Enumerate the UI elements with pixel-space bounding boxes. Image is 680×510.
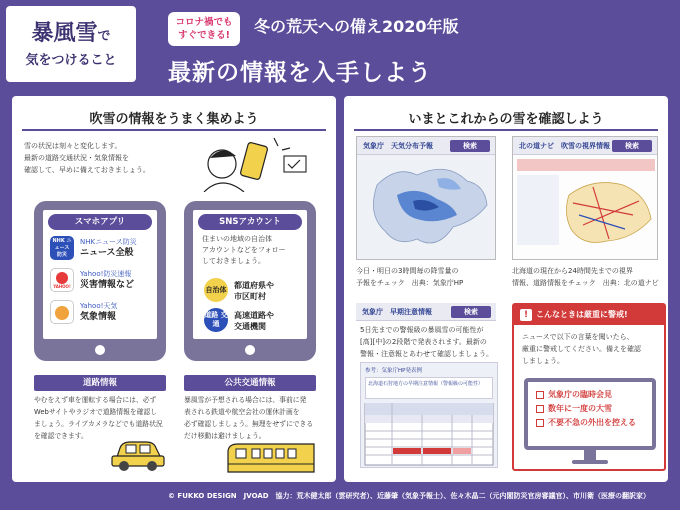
early-warning-text: 5日先までの警報級の暴風雪の可能性が [高][中]の2段階で発表されます。最新の 警報・注意報とあわせて確認しましょう。	[360, 326, 493, 358]
check-item-heavy-snow: 数年に一度の大雪	[536, 402, 644, 416]
snow-forecast-title: 気象庁 天気分布予報	[363, 142, 433, 150]
apps-pill: スマホアプリ	[48, 214, 152, 230]
road-navi-title: 北の道ナビ 吹雪の視界情報	[519, 142, 610, 150]
check-item-press-conference: 気象庁の臨時会見	[536, 388, 644, 402]
sns-pill: SNSアカウント	[198, 214, 302, 230]
tablet-home-button	[95, 345, 105, 355]
snow-forecast-screenshot	[356, 136, 496, 260]
train-illustration	[226, 440, 316, 476]
snow-forecast-search-button[interactable]: 検索	[450, 140, 490, 152]
road-traffic-circle: 道路 交通	[204, 308, 228, 332]
municipality-circle: 自治体	[204, 278, 228, 302]
page-headline: 最新の情報を入手しよう	[168, 60, 432, 86]
left-heading: 吹雪の情報をうまく集めよう	[89, 112, 259, 127]
title-sub: 気をつけること	[25, 53, 117, 68]
snow-forecast-map	[357, 155, 496, 260]
early-warning-example	[360, 362, 498, 468]
transit-info-header: 公共交通情報	[184, 375, 316, 391]
left-intro: 雪の状況は刻々と変化します。 最新の道路交通状況・気象情報を 確認して、早めに備えておきましょう。	[24, 142, 150, 174]
app-item-yahoo-weather[interactable]: Yahoo!天気 気象情報	[80, 302, 118, 322]
credits-footer: © FUKKO DESIGN JVOAD 協力：荒木健太郎（雲研究者）、近藤肇（気象予報士）、佐々木晶二（元内閣防災官房審議官）、市川衛（医療の翻訳家）	[168, 492, 651, 500]
left-panel	[12, 96, 336, 482]
transit-info-text: 暴風雪が予想される場合には、事前に発 表される鉄道や航空会社の運休計画を 必ず確認しましょう。無理をせずにできる だけ移動は避けましょう。	[184, 396, 314, 440]
sns-text: 住まいの地域の自治体 アカウントなどをフォロー しておきましょう。	[202, 235, 286, 265]
left-divider	[22, 129, 326, 131]
road-info-text: やむをえず車を運転する場合には、必ず Webサイトやラジオで道路情報を確認し ましょう。ライブカメラなどでも道路状況 を確認できます。	[34, 396, 163, 440]
warning-text: ニュースで以下の言葉を聞いたら、 厳重に警戒してください。備えを確認 しましょう。	[522, 333, 641, 365]
alert-icon: !	[520, 309, 532, 321]
app-item-yahoo-bousai[interactable]: Yahoo!防災速報 災害情報など	[80, 270, 135, 290]
nhk-app-icon[interactable]: NHK ニュース 防災	[50, 236, 74, 260]
right-divider	[354, 129, 658, 131]
road-navi-screenshot	[512, 136, 658, 260]
warning-header: ! こんなときは厳重に警戒!	[514, 305, 664, 325]
early-warning-table	[362, 403, 498, 469]
warning-monitor	[524, 378, 656, 450]
check-item-stay-home: 不要不急の外出を控える	[536, 416, 644, 430]
road-navi-caption: 北海道の現在から24時間先までの視界 情報、道路情報をチェック 出典：北の道ナビ	[512, 267, 659, 287]
early-warning-title: 気象庁 早期注意情報	[362, 308, 432, 316]
series-title: 冬の荒天への備え2020年版	[254, 17, 459, 36]
yahoo-bousai-app-icon[interactable]: YAHOO!	[50, 268, 74, 292]
road-info-header: 道路情報	[34, 375, 166, 391]
warning-box	[512, 303, 666, 471]
early-warning-header	[356, 303, 496, 321]
early-warning-ref-title: 北海道石狩地方の早期注意情報（警報級の可能性）	[365, 377, 493, 399]
monitor-base	[572, 460, 608, 464]
tablet-home-button	[245, 345, 255, 355]
early-warning-ref-label: 参考：気象庁HP発表例	[365, 368, 422, 374]
corona-badge: コロナ禍でも すぐできる!	[168, 12, 240, 46]
yahoo-weather-app-icon[interactable]	[50, 300, 74, 324]
early-warning-search-button[interactable]: 検索	[451, 306, 491, 318]
road-navi-map	[513, 155, 658, 260]
road-navi-search-button[interactable]: 検索	[612, 140, 652, 152]
car-illustration	[110, 436, 166, 472]
title-box	[6, 6, 136, 82]
monitor-stand	[584, 450, 596, 460]
right-heading: いまとこれからの雪を確認しよう	[408, 112, 604, 127]
app-item-nhk[interactable]: NHKニュース防災 ニュース全般	[80, 238, 137, 258]
title-main: 暴風雪で	[31, 21, 111, 46]
snow-forecast-caption: 今日・明日の3時間毎の降雪量の 予報をチェック 出典：気象庁HP	[356, 267, 464, 287]
sns-municipality-label: 都道府県や 市区町村	[234, 281, 274, 301]
sns-traffic-label: 高速道路や 交通機関	[234, 311, 274, 331]
person-phone-illustration	[200, 134, 310, 192]
